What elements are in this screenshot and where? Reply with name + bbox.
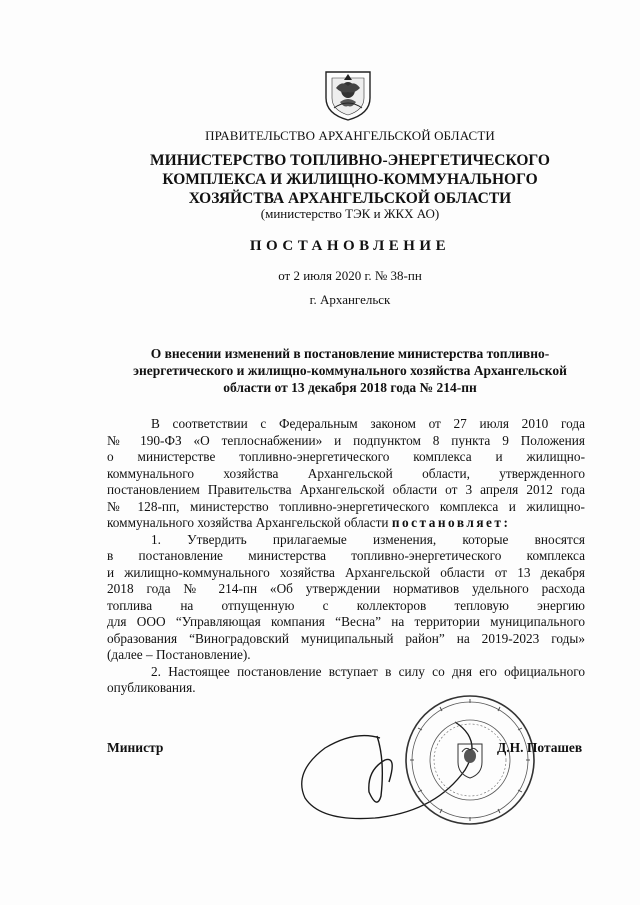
ministry-name — [60, 151, 640, 208]
item1-line: образования “Виноградовский муниципальный район” на 2019-2023 годы» — [107, 630, 585, 646]
item1-line: топлива на отпущенную с коллекторов тепловую энергию — [107, 597, 585, 613]
ministry-name-line: КОМПЛЕКСА И ЖИЛИЩНО-КОММУНАЛЬНОГО — [162, 171, 538, 188]
resolves-word: постановляет: — [391, 515, 511, 530]
ministry-short-name: (министерство ТЭК и ЖКХ АО) — [260, 206, 440, 221]
document-title-line: энергетического и жилищно-коммунального хозяйства Архангельской — [133, 363, 567, 378]
preamble-line: № 190-ФЗ «О теплоснабжении» и подпунктом 8 пункта 9 Положения — [107, 432, 585, 448]
ministry-name-line: ХОЗЯЙСТВА АРХАНГЕЛЬСКОЙ ОБЛАСТИ — [188, 190, 512, 207]
item1-line: (далее – Постановление). — [107, 647, 251, 662]
preamble-line: В соответствии с Федеральным законом от 27 июля 2010 года — [151, 416, 585, 431]
preamble-line: коммунального хозяйства Архангельской области — [107, 515, 389, 530]
signer-name: Д.Н. Поташев — [497, 740, 583, 755]
item1-line: 2018 года № 214-пн «Об утверждении нормативов удельного расхода — [107, 581, 585, 596]
document-type: ПОСТАНОВЛЕНИЕ — [249, 238, 451, 254]
document-title-line: О внесении изменений в постановление министерства топливно- — [150, 346, 550, 361]
document-body — [107, 416, 585, 697]
item2-line: 2. Настоящее постановление вступает в силу со дня его официального — [151, 663, 585, 679]
preamble-line-final — [107, 515, 585, 532]
document-date-number: от 2 июля 2020 г. № 38-пн — [278, 268, 422, 283]
item1-line: в постановление министерства топливно-энергетического комплекса — [107, 548, 585, 563]
item1-line: для ООО “Управляющая компания “Весна” на территории муниципального — [107, 614, 585, 629]
official-seal-icon — [400, 690, 540, 830]
signer-position: Министр — [107, 740, 164, 755]
preamble-line: коммунального хозяйства Архангельской области, утвержденного — [107, 465, 585, 481]
document-title — [60, 345, 640, 396]
ministry-name-line: МИНИСТЕРСТВО ТОПЛИВНО-ЭНЕРГЕТИЧЕСКОГО — [150, 152, 550, 169]
preamble-line: постановлением Правительства Архангельской области от 3 апреля 2012 года — [107, 482, 585, 497]
preamble-line: о министерстве топливно-энергетического комплекса и жилищно- — [107, 449, 585, 464]
item1-line: 1. Утвердить прилагаемые изменения, которые вносятся — [151, 531, 585, 547]
preamble-line: № 128-пп, министерство топливно-энергетического комплекса и жилищно- — [107, 498, 585, 514]
coat-of-arms-icon — [322, 68, 374, 122]
document-title-line: области от 13 декабря 2018 года № 214-пн — [223, 380, 477, 395]
government-name: ПРАВИТЕЛЬСТВО АРХАНГЕЛЬСКОЙ ОБЛАСТИ — [205, 128, 495, 143]
document-city: г. Архангельск — [309, 292, 391, 307]
item1-line: и жилищно-коммунального хозяйства Архангельской области от 13 декабря — [107, 564, 585, 580]
item2-line: опубликования. — [107, 680, 196, 695]
